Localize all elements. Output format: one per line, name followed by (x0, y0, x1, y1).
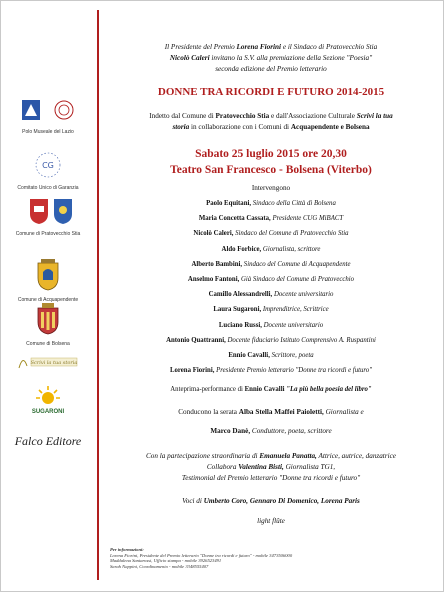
speaker-row (102, 322, 440, 329)
speaker-role: Giornalista, scrittore (262, 245, 321, 253)
speaker-role: Sindaco del Comune di Pratovecchio Stia (235, 230, 349, 238)
acquapendente-shield-icon (33, 258, 63, 292)
speaker-role: Sindaco del Comune di Acquapendente (243, 260, 351, 268)
speaker-role: Imprenditrice, Scrittrice (262, 306, 329, 314)
event-title: DONNE TRA RICORDI E FUTURO 2014-2015 (157, 86, 385, 98)
partecipazione-line-2: Collabora Valentina Bisti, Giornalista TG1, (206, 463, 336, 471)
speaker-name: Maria Concetta Cassata, (198, 215, 271, 223)
sugaroni-logo (0, 384, 96, 415)
intervengono-label: Intervengono (251, 184, 291, 192)
cug-logo (0, 150, 96, 191)
speaker-row (102, 230, 440, 237)
light-flute: light flûte (257, 517, 285, 525)
info-line-1: Lorena Fiorini, Presidente del Premio letterario "Donne tra ricordi e futuro" - mobile 3473506000 (110, 552, 293, 558)
speaker-role: Sindaco della Città di Bolsena (252, 200, 336, 207)
pratovecchio-caption: Comune di Pratovecchio Stia (15, 231, 81, 237)
event-venue: Teatro San Francesco - Bolsena (Viterbo) (170, 164, 372, 176)
speaker-role: Scrittore, poeta (271, 352, 314, 359)
speaker-row (102, 367, 440, 374)
coat-of-arms-icon (18, 196, 78, 226)
speaker-row (102, 246, 440, 253)
speaker-row (102, 200, 440, 207)
conducono-line-2: Marco Danè, Conduttore, poeta, scrittore (210, 427, 332, 435)
bolsena-logo (0, 302, 96, 347)
info-heading: Per informazioni: (110, 547, 144, 552)
speaker-name: Laura Sugaroni, (213, 306, 262, 314)
speaker-row (102, 215, 440, 222)
scrivi-caption: Scrivi la tua storia (30, 360, 78, 366)
acquapendente-caption: Comune di Acquapendente (17, 297, 79, 303)
indetto-line-1: Indetto dal Comune di Pratovecchio Stia e dall'Associazione Culturale Scrivi la tua (149, 112, 393, 120)
speaker-role: Docente universitario (263, 321, 324, 329)
info-line-3: Sarah Nappini, Coordinamento - mobile 3348555407 (110, 563, 209, 569)
falco-editore-logo (0, 432, 96, 450)
scrivi-logo (0, 352, 96, 375)
speaker-row (102, 306, 440, 313)
invitation-body (102, 0, 440, 592)
speaker-name: Luciano Russi, (218, 321, 262, 329)
partecipazione-line-1: Con la partecipazione straordinaria di Emanuela Panatta, Attrice, autrice, danzatrice (146, 452, 396, 460)
speaker-role: Docente universitario (273, 291, 334, 299)
acquapendente-logo (0, 258, 96, 303)
divider-line (97, 10, 99, 580)
bolsena-shield-icon (33, 302, 63, 336)
speaker-row (102, 261, 440, 268)
intro-line-3: seconda edizione del Premio letterario (215, 65, 327, 73)
pratovecchio-logo (0, 196, 96, 237)
partecipazione-line-3: Testimonial del Premio letterario "Donne tra ricordi e futuro" (181, 474, 361, 482)
polo-museale-logo (0, 98, 96, 135)
falco-editore-text: Falco Editore (14, 434, 82, 448)
speaker-name: Camillo Alessandrelli, (208, 291, 273, 299)
bolsena-caption: Comune di Bolsena (26, 341, 70, 347)
intro-line-1: Il Presidente del Premio Lorena Fiorini e il Sindaco di Pratovecchio Stia (164, 43, 378, 51)
polo-museale-caption: Polo Museale del Lazio (22, 129, 74, 135)
speaker-role: Presidente CUG MiBACT (272, 215, 344, 223)
speaker-row (102, 291, 440, 298)
scrivi-la-tua-storia-icon (13, 352, 83, 370)
anteprima-line: Anteprima-performance di Ennio Cavalli "La più bella poesia del libro" (170, 386, 372, 393)
speaker-role: Già Sindaco del Comune di Pratovecchio (240, 276, 355, 283)
speaker-row (102, 276, 440, 283)
voci-line: Voci di Umberto Coro, Gennaro Di Domenico, Lorena Paris (182, 497, 360, 505)
speaker-name: Paolo Equitani, (206, 200, 252, 207)
svg-text:CG: CG (42, 161, 54, 170)
cug-caption: Comitato Unico di Garanzia (17, 185, 79, 191)
speaker-name: Ennio Cavalli, (228, 352, 270, 359)
speaker-name: Lorena Fiorini, (169, 367, 215, 375)
speaker-row (102, 337, 440, 344)
speaker-role: Docente fiduciario Istituto Comprensivo A. Ruspantini (227, 336, 376, 344)
sugaroni-name: SUGARONI (31, 409, 65, 415)
speaker-role: Presidente Premio letterario "Donne tra ricordi e futuro" (216, 367, 373, 375)
polo-museale-icon (8, 98, 88, 124)
event-date: Sabato 25 luglio 2015 ore 20,30 (195, 148, 347, 160)
speaker-name: Anselmo Fantoni, (187, 276, 240, 283)
speaker-name: Nicolò Caleri, (193, 230, 234, 238)
speaker-name: Antonio Quattranni, (166, 336, 226, 344)
intro-line-2: Nicolò Caleri invitano la S.V. alla premiazione della Sezione "Poesia" (169, 54, 373, 62)
sun-icon (33, 384, 63, 404)
speaker-name: Alberto Bambini, (191, 260, 243, 268)
speaker-row (102, 352, 440, 359)
logo-sidebar (0, 0, 96, 592)
speaker-name: Aldo Forbice, (221, 245, 262, 253)
info-block (110, 547, 430, 569)
conducono-line-1: Conducono la serata Alba Stella Maffei Paioletti, Giornalista e (178, 408, 364, 416)
indetto-line-2: storia in collaborazione con i Comuni di Acquapendente e Bolsena (172, 123, 370, 131)
info-line-2: Maddalena Santarossi, Ufficio stampa - mobile 3926523491 (110, 558, 222, 564)
stars-circle-icon (33, 150, 63, 180)
